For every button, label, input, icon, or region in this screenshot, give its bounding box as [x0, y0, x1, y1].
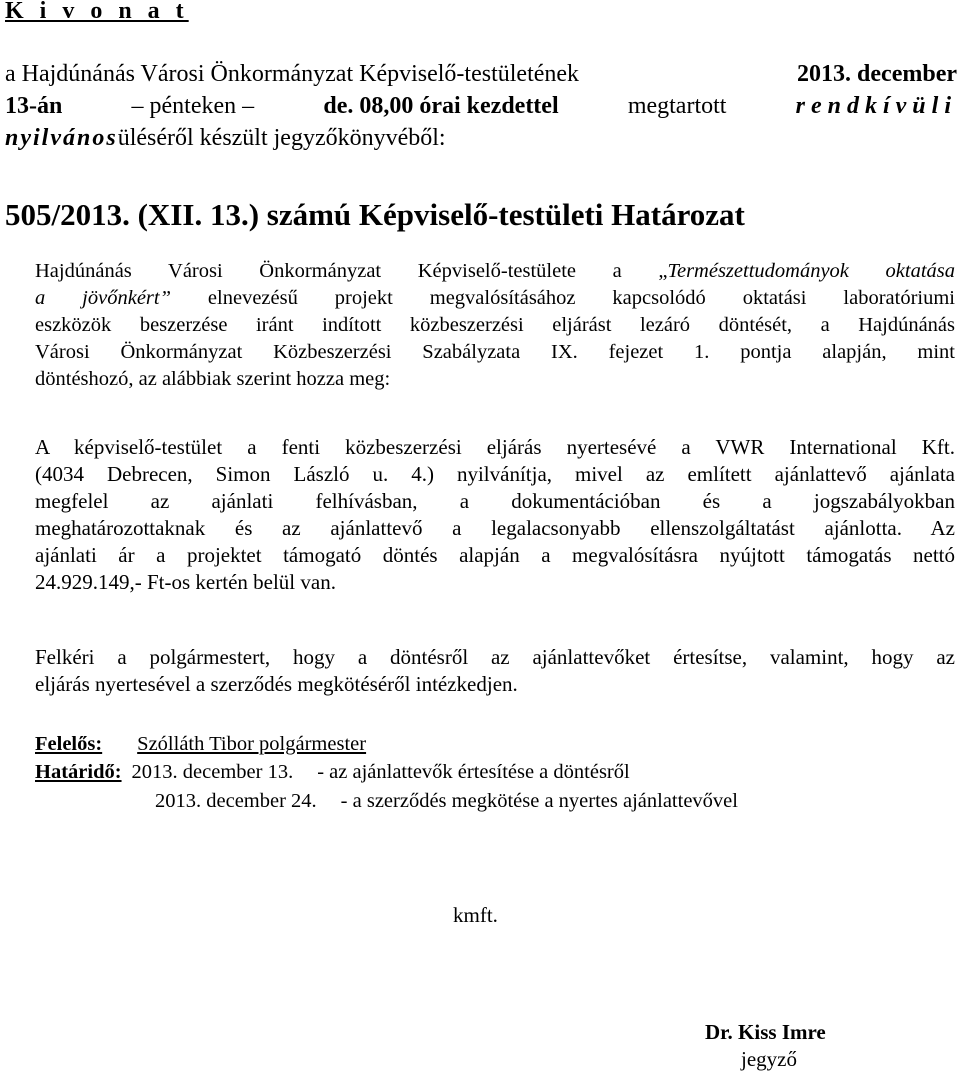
- resolution-request: [35, 644, 955, 698]
- signatory-name: Dr. Kiss Imre: [705, 1020, 826, 1044]
- preamble-line: a jövőnkért” elnevezésű projekt megvalósításához kapcsolódó oktatási laboratóriumi: [35, 287, 955, 309]
- intro-line-2: [5, 90, 957, 122]
- intro-text: a Hajdúnánás Városi Önkormányzat Képviselő-testületének: [5, 61, 580, 87]
- intro-paragraph: [5, 58, 957, 154]
- meeting-weekday: – pénteken –: [131, 93, 255, 119]
- meeting-day: 13-án: [5, 93, 63, 119]
- deadline-task: - a szerződés megkötése a nyertes ajánlattevővel: [340, 790, 738, 812]
- deadline-row-2: [155, 787, 738, 815]
- resolution-decision: [35, 434, 955, 596]
- request-line: Felkéri a polgármestert, hogy a döntésről az ajánlattevőket értesítse, valamint, hogy az: [35, 645, 955, 669]
- resolution-preamble: [35, 258, 955, 393]
- meeting-date: 2013. december: [797, 61, 957, 87]
- deadline-row-1: [35, 758, 630, 786]
- request-line: eljárás nyertesével a szerződés megkötéséről intézkedjen.: [35, 672, 518, 696]
- decision-line: (4034 Debrecen, Simon László u. 4.) nyilvánítja, mivel az említett ajánlattevő ajánlata: [35, 462, 955, 486]
- decision-line: meghatározottaknak és az ajánlattevő a legalacsonyabb ellenszolgáltatást ajánlotta. Az: [35, 516, 955, 540]
- project-title-cont: a jövőnkért”: [35, 287, 171, 309]
- decision-line: A képviselő-testület a fenti közbeszerzési eljárás nyertesévé a VWR International Kft.: [35, 435, 955, 459]
- meeting-publicity: nyilvános: [5, 125, 118, 151]
- intro-text: üléséről készült jegyzőkönyvéből:: [117, 125, 446, 151]
- responsible-label: Felelős:: [35, 733, 103, 755]
- deadline-date: 2013. december 13.: [131, 761, 294, 783]
- intro-text: megtartott: [627, 93, 727, 119]
- responsible-value: Szólláth Tibor polgármester: [137, 733, 367, 755]
- meeting-type: rendkívüli: [795, 93, 957, 119]
- preamble-line: döntéshozó, az alábbiak szerint hozza meg:: [35, 368, 391, 390]
- kmft-mark: kmft.: [453, 903, 498, 927]
- preamble-line: eszközök beszerzése iránt indított közbeszerzési eljárást lezáró döntését, a Hajdúnánás: [35, 314, 955, 336]
- meeting-time: de. 08,00 órai kezdettel: [323, 93, 559, 119]
- deadline-label: Határidő:: [35, 761, 122, 783]
- responsible-row: [35, 730, 366, 758]
- intro-line-3: [5, 122, 957, 154]
- document-heading: K i v o n a t: [5, 0, 189, 24]
- decision-line: 24.929.149,- Ft-os kertén belül van.: [35, 570, 336, 594]
- project-title: Természettudományok oktatása: [667, 260, 955, 282]
- deadline-date: 2013. december 24.: [155, 790, 317, 812]
- intro-line-1: [5, 58, 957, 90]
- resolution-number: 505/2013. (XII. 13.) számú Képviselő-testületi Határozat: [5, 197, 745, 232]
- preamble-line: Városi Önkormányzat Közbeszerzési Szabályzata IX. fejezet 1. pontja alapján, mint: [35, 341, 955, 363]
- decision-line: ajánlati ár a projektet támogató döntés alapján a megvalósításra nyújtott támogatás nettó: [35, 543, 955, 567]
- signatory-title: jegyző: [741, 1047, 797, 1071]
- preamble-line: Hajdúnánás Városi Önkormányzat Képviselő-testülete a „Természettudományok oktatása: [35, 260, 955, 282]
- deadline-task: - az ajánlattevők értesítése a döntésről: [317, 761, 630, 783]
- decision-line: megfelel az ajánlati felhívásban, a dokumentációban és a jogszabályokban: [35, 489, 955, 513]
